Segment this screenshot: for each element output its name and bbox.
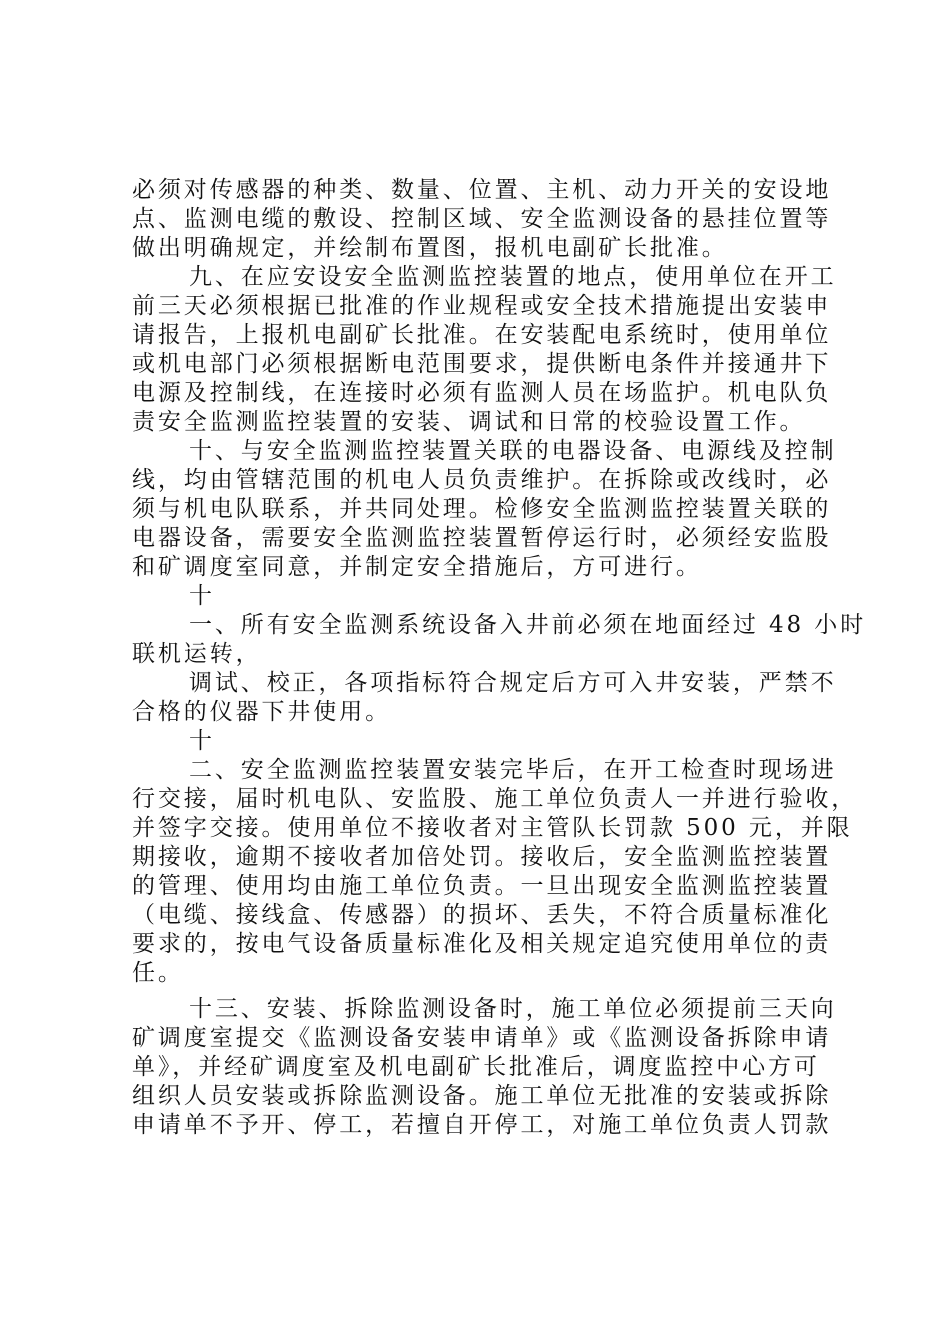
text-line: 前三天必须根据已批准的作业规程或安全技术措施提出安装申	[132, 293, 832, 319]
text-line: 调试、校正，各项指标符合规定后方可入井安装，严禁不	[189, 670, 837, 696]
text-line: 九、在应安设安全监测监控装置的地点，使用单位在开工	[189, 264, 837, 290]
paragraph-item-13	[132, 995, 837, 1140]
text-line: 单》，并经矿调度室及机电副矿长批准后，调度监控中心方可	[132, 1054, 820, 1080]
paragraph-item-9	[132, 263, 837, 437]
paragraph-sensor-layout	[132, 176, 832, 263]
text-line: 请报告，上报机电副矿长批准。在安装配电系统时，使用单位	[132, 322, 832, 348]
paragraph-item-11	[132, 611, 867, 669]
paragraph-item-10	[132, 437, 837, 582]
text-line: 或机电部门必须根据断电范围要求，提供断电条件并接通井下	[132, 351, 832, 377]
text-line: 的管理、使用均由施工单位负责。一旦出现安全监测监控装置	[132, 873, 832, 899]
text-line: 责安全监测监控装置的安装、调试和日常的校验设置工作。	[132, 409, 806, 435]
text-line: 任。	[132, 960, 184, 986]
text-line: 要求的，按电气设备质量标准化及相关规定追究使用单位的责	[132, 931, 832, 957]
text-line: 联机运转，	[132, 641, 262, 667]
text-line: 电器设备，需要安全监测监控装置暂停运行时，必须经安监股	[132, 525, 832, 551]
text-line: 和矿调度室同意，并制定安全措施后，方可进行。	[132, 554, 702, 580]
text-line: 电源及控制线，在连接时必须有监测人员在场监护。机电队负	[132, 380, 832, 406]
text-line: 期接收，逾期不接收者加倍处罚。接收后，安全监测监控装置	[132, 844, 832, 870]
text-line: 十	[189, 728, 215, 754]
text-line: 十	[189, 583, 215, 609]
paragraph-item-11-number	[132, 582, 832, 611]
text-line: 一、所有安全监测系统设备入井前必须在地面经过 48 小时	[189, 612, 867, 638]
text-line: 组织人员安装或拆除监测设备。施工单位无批准的安装或拆除	[132, 1083, 832, 1109]
text-line: 矿调度室提交《监测设备安装申请单》或《监测设备拆除申请	[132, 1025, 832, 1051]
text-line: 行交接，届时机电队、安监股、施工单位负责人一并进行验收，	[132, 786, 858, 812]
paragraph-item-11-continued	[132, 669, 837, 727]
text-line: 合格的仪器下井使用。	[132, 699, 391, 725]
text-line: 二、安全监测监控装置安装完毕后，在开工检查时现场进	[189, 757, 837, 783]
text-line: 申请单不予开、停工，若擅自开停工，对施工单位负责人罚款	[132, 1112, 832, 1138]
paragraph-item-12	[132, 756, 858, 988]
text-line: 十三、安装、拆除监测设备时，施工单位必须提前三天向	[189, 996, 837, 1022]
text-line: 点、监测电缆的敷设、控制区域、安全监测设备的悬挂位置等	[132, 206, 832, 232]
text-line: 并签字交接。使用单位不接收者对主管队长罚款 500 元，并限	[132, 815, 853, 841]
text-line: 做出明确规定，并绘制布置图，报机电副矿长批准。	[132, 235, 728, 261]
paragraph-item-12-number	[132, 727, 832, 756]
text-line: （电缆、接线盒、传感器）的损坏、丢失，不符合质量标准化	[132, 902, 832, 928]
text-line: 必须对传感器的种类、数量、位置、主机、动力开关的安设地	[132, 177, 832, 203]
document-page	[132, 176, 867, 1140]
text-line: 须与机电队联系，并共同处理。检修安全监测监控装置关联的	[132, 496, 832, 522]
text-line: 十、与安全监测监控装置关联的电器设备、电源线及控制	[189, 438, 837, 464]
text-line: 线，均由管辖范围的机电人员负责维护。在拆除或改线时，必	[132, 467, 832, 493]
